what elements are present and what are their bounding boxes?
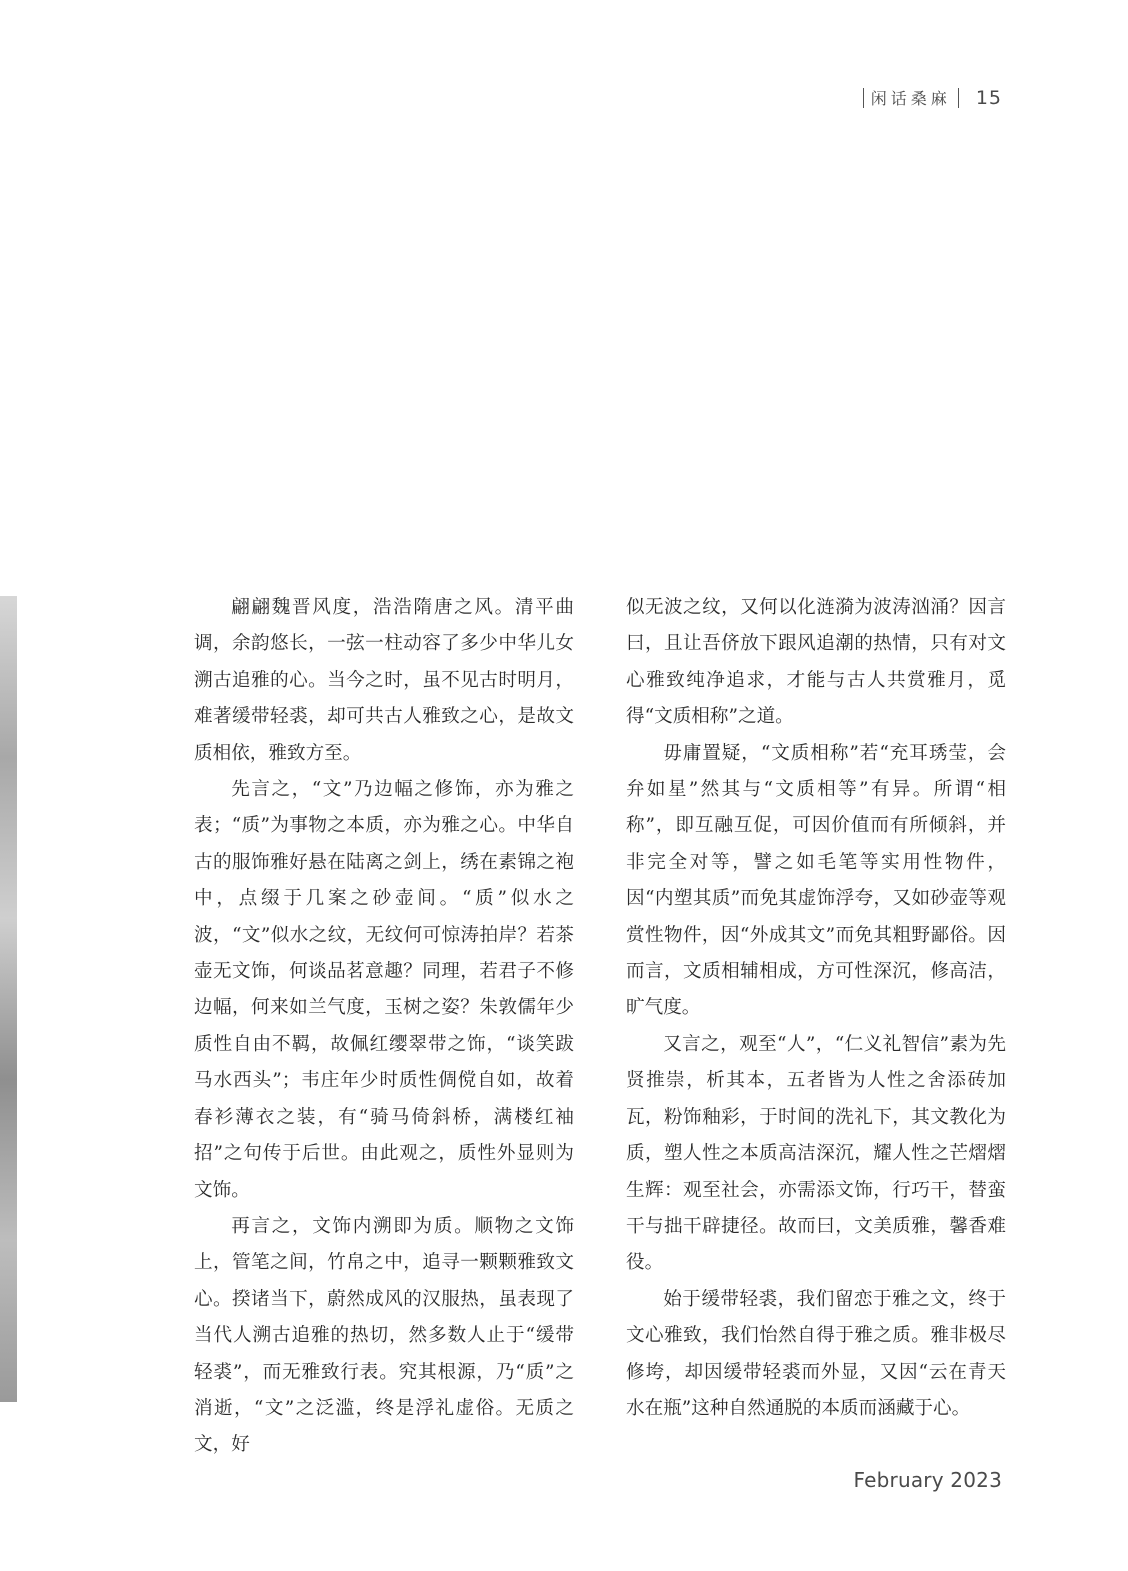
paragraph: 毋庸置疑，“文质相称”若“充耳琇莹，会弁如星”然其与“文质相等”有异。所谓“相称”，即互融互促，可因价值而有所倾斜，并非完全对等，譬之如毛笔等实用性物件，因“内塑其质”而免其虚饰浮夸，又如砂壶等观赏性物件，因“外成其文”而免其粗野鄙俗。因而言，文质相辅相成，方可性深沉，修高洁，旷气度。	[626, 742, 1006, 1019]
article-column-left	[194, 590, 574, 1464]
paragraph: 再言之，文饰内溯即为质。顺物之文饰上，管笔之间，竹帛之中，追寻一颗颗雅致文心。揆诸当下，蔚然成风的汉服热，虽表现了当代人溯古追雅的热切，然多数人止于“缓带轻裘”，而无雅致行表。究其根源，乃“质”之消逝，“文”之泛滥，终是浮礼虚俗。无质之文，好	[194, 1215, 574, 1456]
paragraph: 翩翩魏晋风度，浩浩隋唐之风。清平曲调，余韵悠长，一弦一柱动容了多少中华儿女溯古追雅的心。当今之时，虽不见古时明月，难著缓带轻裘，却可共古人雅致之心，是故文质相依，雅致方至。	[194, 597, 574, 764]
divider	[863, 88, 864, 108]
article-column-right	[626, 590, 1006, 1427]
issue-date: February 2023	[853, 1468, 1002, 1492]
paragraph: 似无波之纹，又何以化涟漪为波涛汹涌？因言曰，且让吾侪放下跟风追潮的热情，只有对文心雅致纯净追求，才能与古人共赏雅月，觅得“文质相称”之道。	[626, 597, 1006, 728]
page-number: 15	[975, 86, 1002, 109]
side-photo-strip	[0, 596, 17, 1402]
page-header	[856, 86, 1002, 109]
paragraph: 又言之，观至“人”，“仁义礼智信”素为先贤推崇，析其本，五者皆为人性之舍添砖加瓦，粉饰釉彩，于时间的洗礼下，其文教化为质，塑人性之本质高洁深沉，耀人性之芒熠熠生辉：观至社会，亦需添文饰，行巧干，替蛮干与拙干辟捷径。故而曰，文美质雅，馨香难役。	[626, 1033, 1006, 1274]
paragraph: 始于缓带轻裘，我们留恋于雅之文，终于文心雅致，我们怡然自得于雅之质。雅非极尽修垮，却因缓带轻裘而外显，又因“云在青天水在瓶”这种自然通脱的本质而涵藏于心。	[626, 1288, 1006, 1419]
paragraph: 先言之，“文”乃边幅之修饰，亦为雅之表；“质”为事物之本质，亦为雅之心。中华自古的服饰雅好悬在陆离之剑上，绣在素锦之袍中，点缀于几案之砂壶间。“质”似水之波，“文”似水之纹，无纹何可惊涛拍岸？若茶壶无文饰，何谈品茗意趣？同理，若君子不修边幅，何来如兰气度，玉树之姿？朱敦儒年少质性自由不羁，故佩红缨翠带之饰，“谈笑跋马水西头”；韦庄年少时质性倜傥自如，故着春衫薄衣之装，有“骑马倚斜桥，满楼红袖招”之句传于后世。由此观之，质性外显则为文饰。	[194, 779, 574, 1201]
divider	[958, 88, 959, 108]
section-title: 闲话桑麻	[870, 89, 951, 108]
